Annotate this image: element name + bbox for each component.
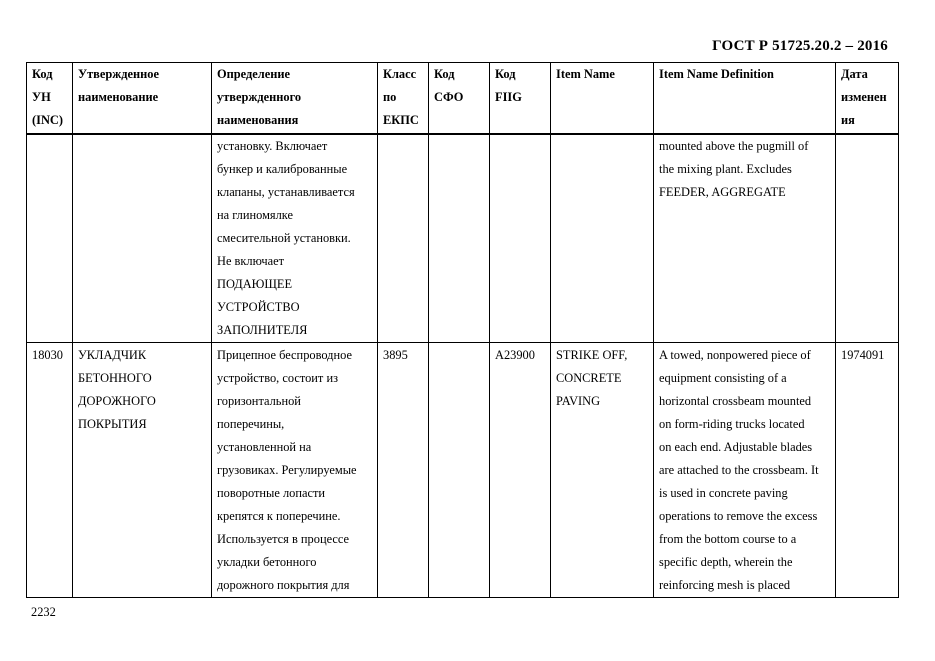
header-fiig bbox=[490, 63, 551, 135]
cell-change-date: 1974091 bbox=[836, 343, 899, 598]
text-line: on each end. Adjustable blades bbox=[659, 440, 813, 454]
text-line: Дата bbox=[841, 67, 868, 81]
text-line: наименование bbox=[78, 90, 159, 104]
text-line: ПОКРЫТИЯ bbox=[78, 417, 147, 431]
header-definition bbox=[212, 63, 378, 135]
text-line: ДОРОЖНОГО bbox=[78, 394, 156, 408]
text-line: specific depth, wherein the bbox=[659, 555, 793, 569]
text-line: поперечины, bbox=[217, 417, 285, 431]
cell-ekps bbox=[378, 134, 429, 343]
text-line: FEEDER, AGGREGATE bbox=[659, 185, 786, 199]
text-line: Класс bbox=[383, 67, 417, 81]
text-line: по bbox=[383, 90, 397, 104]
cell-inc: 18030 bbox=[27, 343, 73, 598]
text-line: Item Name bbox=[556, 67, 615, 81]
text-line: грузовиках. Регулируемые bbox=[217, 463, 357, 477]
text-line: equipment consisting of a bbox=[659, 371, 787, 385]
text-line: Код bbox=[32, 67, 53, 81]
text-line: установленной на bbox=[217, 440, 312, 454]
text-line: Утвержденное bbox=[78, 67, 159, 81]
table-row-continuation bbox=[27, 134, 899, 343]
text-line: крепятся к поперечине. bbox=[217, 509, 341, 523]
header-sfo bbox=[429, 63, 490, 135]
header-change-date bbox=[836, 63, 899, 135]
cell-ekps: 3895 bbox=[378, 343, 429, 598]
text-line: Код bbox=[495, 67, 516, 81]
text-line: горизонтальной bbox=[217, 394, 301, 408]
text-line: УН bbox=[32, 90, 51, 104]
text-line: утвержденного bbox=[217, 90, 302, 104]
text-line: бункер и калиброванные bbox=[217, 162, 348, 176]
cell-fiig bbox=[490, 134, 551, 343]
cell-sfo bbox=[429, 343, 490, 598]
text-line: Определение bbox=[217, 67, 291, 81]
text-line: CONCRETE bbox=[556, 371, 622, 385]
text-line: from the bottom course to a bbox=[659, 532, 797, 546]
text-line: УКЛАДЧИК bbox=[78, 348, 147, 362]
cell-item-name-definition bbox=[654, 134, 836, 343]
cell-approved-name bbox=[73, 343, 212, 598]
header-item-name-definition bbox=[654, 63, 836, 135]
text-line: operations to remove the excess bbox=[659, 509, 818, 523]
text-line: на глиномялке bbox=[217, 208, 294, 222]
header-ekps bbox=[378, 63, 429, 135]
cell-change-date bbox=[836, 134, 899, 343]
text-line: Не включает bbox=[217, 254, 285, 268]
cell-definition bbox=[212, 134, 378, 343]
text-line: mounted above the pugmill of bbox=[659, 139, 809, 153]
cell-approved-name bbox=[73, 134, 212, 343]
cell-sfo bbox=[429, 134, 490, 343]
text-line: ПОДАЮЩЕЕ bbox=[217, 277, 293, 291]
text-line: УСТРОЙСТВО bbox=[217, 300, 300, 314]
text-line: ЕКПС bbox=[383, 113, 419, 127]
text-line: наименования bbox=[217, 113, 299, 127]
text-line: ЗАПОЛНИТЕЛЯ bbox=[217, 323, 308, 337]
text-line: клапаны, устанавливается bbox=[217, 185, 355, 199]
text-line: ия bbox=[841, 113, 855, 127]
text-line: Код bbox=[434, 67, 455, 81]
cell-definition bbox=[212, 343, 378, 598]
page-number: 2232 bbox=[31, 605, 56, 619]
text-line: on form-riding trucks located bbox=[659, 417, 805, 431]
header-inc bbox=[27, 63, 73, 135]
text-line: horizontal crossbeam mounted bbox=[659, 394, 812, 408]
text-line: укладки бетонного bbox=[217, 555, 317, 569]
text-line: (INC) bbox=[32, 113, 63, 127]
cell-fiig: A23900 bbox=[490, 343, 551, 598]
table-row-18030 bbox=[27, 343, 899, 598]
header-approved-name bbox=[73, 63, 212, 135]
text-line: БЕТОННОГО bbox=[78, 371, 152, 385]
cell-item-name-definition bbox=[654, 343, 836, 598]
text-line: изменен bbox=[841, 90, 887, 104]
classification-table bbox=[26, 62, 899, 598]
text-line: PAVING bbox=[556, 394, 601, 408]
text-line: are attached to the crossbeam. It bbox=[659, 463, 819, 477]
text-line: установку. Включает bbox=[217, 139, 328, 153]
text-line: Используется в процессе bbox=[217, 532, 350, 546]
text-line: the mixing plant. Excludes bbox=[659, 162, 792, 176]
document-standard-header: ГОСТ Р 51725.20.2 – 2016 bbox=[712, 38, 888, 54]
text-line: СФО bbox=[434, 90, 464, 104]
text-line: is used in concrete paving bbox=[659, 486, 788, 500]
text-line: устройство, состоит из bbox=[217, 371, 338, 385]
text-line: дорожного покрытия для bbox=[217, 578, 350, 592]
text-line: reinforcing mesh is placed bbox=[659, 578, 791, 592]
text-line: STRIKE OFF, bbox=[556, 348, 628, 362]
cell-item-name bbox=[551, 134, 654, 343]
text-line: Item Name Definition bbox=[659, 67, 774, 81]
cell-inc bbox=[27, 134, 73, 343]
table-header-row bbox=[27, 63, 899, 135]
header-item-name bbox=[551, 63, 654, 135]
text-line: FIIG bbox=[495, 90, 522, 104]
text-line: A towed, nonpowered piece of bbox=[659, 348, 811, 362]
text-line: поворотные лопасти bbox=[217, 486, 326, 500]
cell-item-name bbox=[551, 343, 654, 598]
text-line: Прицепное беспроводное bbox=[217, 348, 352, 362]
text-line: смесительной установки. bbox=[217, 231, 351, 245]
